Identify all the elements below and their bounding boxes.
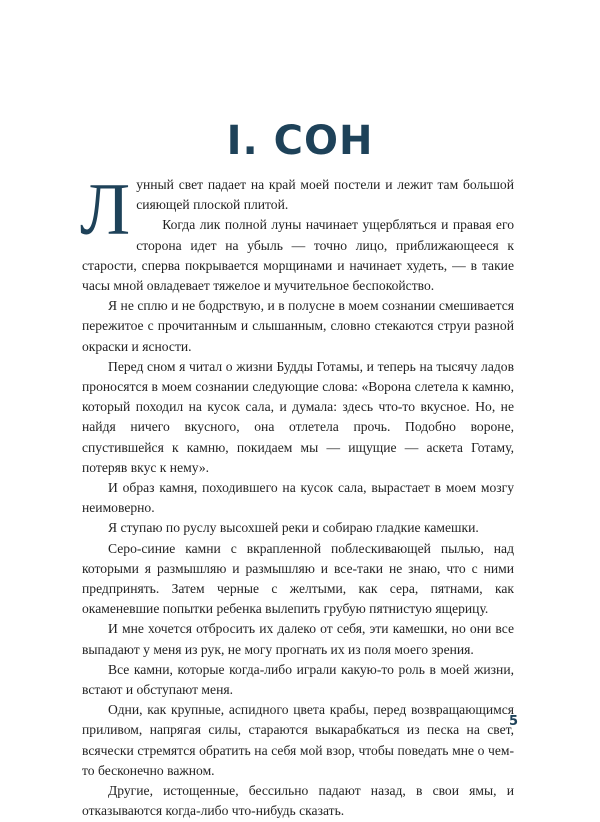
- paragraph: И образ камня, походившего на кусок сала, вырастает в моем мозгу неимоверно.: [82, 480, 514, 516]
- body-text: [80, 169, 514, 822]
- paragraph: Одни, как крупные, аспидного цвета крабы, перед возвращающимся приливом, напрягая силы, стараются выкарабкаться из песка на свет, всячески стремятся обратить на себя мой взор, чтобы поведать мне о чем-то бесконечно важном.: [82, 702, 514, 778]
- paragraph: Серо-синие камни с вкрапленной поблескивающей пылью, над которыми я размышляю и размышляю и все-таки не знаю, что с ними предпринять. Затем черные с желтыми, как сера, пятнами, как окаменевшие попытки ребенка вылепить грубую пятнистую ящерицу.: [82, 540, 514, 617]
- paragraph: Перед сном я читал о жизни Будды Готамы, и теперь на тысячу ладов проносятся в моем сознании следующие слова: «Ворона слетела к камню, который походил на кусок сала, и думала: здесь что-то вкусное. Но, не найдя ничего вкусного, она отлетела прочь. Подобно вороне, спустившейся к камню, покидаем мы — ищущие — аскета Готаму, потеряв вкус к нему».: [82, 358, 514, 475]
- paragraph: Я ступаю по руслу высохшей реки и собираю гладкие камешки.: [108, 520, 479, 536]
- paragraph-1: [80, 169, 514, 251]
- paragraph: Я не сплю и не бодрствую, и в полусне в моем сознании смешивается пережитое с прочитанным и слышанным, словно стекаются струи разной окраски и ясности.: [82, 298, 514, 354]
- chapter-title: I. СОН: [226, 118, 374, 164]
- paragraph-1-text: унный свет падает на край моей постели и лежит там большой сияющей плоской плитой.: [136, 177, 514, 213]
- paragraph: Все камни, которые когда-либо играли какую-то роль в моей жизни, встают и обступают меня.: [82, 661, 514, 698]
- paragraph: И мне хочется отбросить их далеко от себя, эти камешки, но они все выпадают у меня из рук, не могу прогнать их из поля моего зрения.: [82, 621, 514, 657]
- paragraph: Когда лик полной луны начинает ущербляться и правая его сторона идет на убыль — точно лицо, приближающееся к старости, сперва покрывается морщинами и начинает худеть, — в такие часы мной овладевает тяжелое и мучительное беспокойство.: [82, 217, 514, 294]
- drop-cap: Л: [80, 169, 131, 251]
- paragraph: Другие, истощенные, бессильно падают назад, в свои ямы, и отказываются когда-либо что-нибудь сказать.: [82, 783, 514, 819]
- page-number: 5: [508, 714, 518, 729]
